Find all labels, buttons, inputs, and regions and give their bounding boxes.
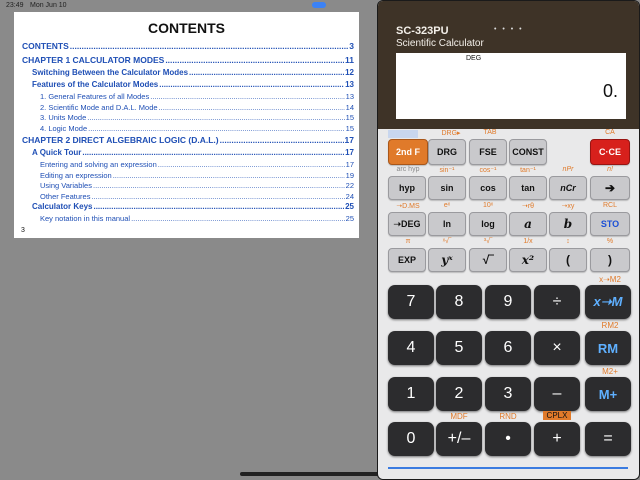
toc-entry[interactable]: CHAPTER 1 CALCULATOR MODES ..... 11 (22, 55, 354, 68)
asin-label: sin⁻¹ (439, 167, 455, 174)
status-time: 23:49 (6, 2, 24, 9)
xm2-label: x➝M2 (599, 275, 621, 284)
decimal-point-button[interactable]: • (485, 422, 531, 456)
second-function-button[interactable]: 2nd F (388, 139, 428, 165)
tenx-label: 10ˣ (482, 202, 494, 209)
npr-label: nPr (562, 166, 574, 173)
hyp-button[interactable]: hyp (388, 176, 426, 200)
minus-button[interactable]: – (534, 377, 580, 411)
sto-button[interactable]: STO (590, 212, 630, 236)
multiply-button[interactable]: × (534, 331, 580, 365)
calculator-header (378, 1, 639, 129)
page-number: 3 (21, 227, 25, 234)
fse-button[interactable]: FSE (469, 139, 507, 165)
percent-label: % (606, 238, 614, 245)
tab-shift-label: TAB (483, 129, 497, 136)
toc-entry[interactable]: Other Features ..... 24 (22, 192, 354, 203)
digit-1-button[interactable]: 1 (388, 377, 434, 411)
toc-entry[interactable]: Switching Between the Calculator Modes ..... 12 (22, 68, 354, 80)
toc-entry[interactable]: 1. General Features of all Modes ..... 13 (22, 92, 354, 103)
home-indicator[interactable] (240, 472, 400, 476)
status-date: Mon Jun 10 (30, 2, 67, 9)
to-deg-button[interactable]: ➝DEG (388, 212, 426, 236)
to-dms-label: ➝D.MS (396, 203, 420, 210)
table-of-contents (22, 40, 354, 225)
left-paren-button[interactable]: ( (549, 248, 587, 272)
ncr-button[interactable]: nCr (549, 176, 587, 200)
digit-6-button[interactable]: 6 (485, 331, 531, 365)
digit-4-button[interactable]: 4 (388, 331, 434, 365)
digit-8-button[interactable]: 8 (436, 285, 482, 319)
memory-plus-button[interactable]: M+ (585, 377, 631, 411)
digit-9-button[interactable]: 9 (485, 285, 531, 319)
clear-button[interactable]: C·CE (590, 139, 630, 165)
calculator-panel (377, 0, 640, 480)
xroot-label: ˣ√‾ (442, 238, 452, 245)
page-title: CONTENTS (148, 20, 225, 36)
updown-label: ↕ (566, 238, 570, 245)
sqrt-button[interactable]: √‾ (469, 248, 507, 272)
drg-shift-label: DRG▸ (441, 130, 461, 137)
toc-entry[interactable]: 2. Scientific Mode and D.A.L. Mode ..... 14 (22, 103, 354, 114)
const-button[interactable]: CONST (509, 139, 547, 165)
toc-entry[interactable]: 3. Units Mode ..... 15 (22, 113, 354, 124)
exp-button[interactable]: EXP (388, 248, 426, 272)
to-rect-label: ➝xy (561, 203, 575, 210)
arrow-right-icon[interactable]: ➔ (590, 176, 630, 200)
display-value: 0. (602, 81, 618, 101)
variable-b-button[interactable]: b (549, 212, 587, 236)
calculator-subtitle: Scientific Calculator (396, 38, 484, 49)
tan-button[interactable]: tan (509, 176, 547, 200)
pi-label: π (405, 238, 411, 245)
toc-entry[interactable]: Entering and solving an expression ..... 17 (22, 160, 354, 171)
digit-2-button[interactable]: 2 (436, 377, 482, 411)
reciprocal-label: 1/x (523, 238, 533, 245)
power-button[interactable]: yˣ (428, 248, 466, 272)
ln-button[interactable]: ln (428, 212, 466, 236)
factorial-label: n! (607, 166, 613, 173)
drg-button[interactable]: DRG (428, 139, 466, 165)
toc-entry[interactable]: Using Variables ..... 22 (22, 181, 354, 192)
multitasking-indicator[interactable] (312, 2, 326, 8)
square-button[interactable]: x² (509, 248, 547, 272)
toc-entry[interactable]: Calculator Keys ..... 25 (22, 202, 354, 214)
rcl-label: RCL (602, 202, 617, 209)
toc-entry[interactable]: CHAPTER 2 DIRECT ALGEBRAIC LOGIC (D.A.L.) ..... 17 (22, 135, 354, 148)
toc-entry[interactable]: A Quick Tour ..... 17 (22, 148, 354, 160)
m2plus-label: M2+ (602, 367, 618, 376)
rnd-label: RND (499, 412, 517, 421)
atan-label: tan⁻¹ (520, 167, 536, 174)
arc-hyp-label: arc hyp (396, 166, 420, 173)
model-name: SC-323PU (396, 25, 449, 37)
recall-memory-button[interactable]: RM (585, 331, 631, 365)
right-paren-button[interactable]: ) (590, 248, 630, 272)
toc-entry[interactable]: Key notation in this manual ..... 25 (22, 214, 354, 225)
sin-button[interactable]: sin (428, 176, 466, 200)
rm2-label: RM2 (601, 321, 619, 330)
cos-button[interactable]: cos (469, 176, 507, 200)
cuberoot-label: ³√‾ (483, 238, 493, 245)
divide-button[interactable]: ÷ (534, 285, 580, 319)
acos-label: cos⁻¹ (479, 167, 497, 174)
manual-page[interactable] (14, 12, 359, 238)
digit-0-button[interactable]: 0 (388, 422, 434, 456)
bottom-accent-bar (388, 467, 628, 469)
digit-5-button[interactable]: 5 (436, 331, 482, 365)
selection-indicator (388, 130, 418, 138)
toc-entry[interactable]: CONTENTS ..... 3 (22, 41, 354, 54)
calculator-display (396, 53, 626, 119)
toc-entry[interactable]: Editing an expression ..... 19 (22, 171, 354, 182)
equals-button[interactable]: = (585, 422, 631, 456)
digit-7-button[interactable]: 7 (388, 285, 434, 319)
sign-toggle-button[interactable]: +/– (436, 422, 482, 456)
toc-entry[interactable]: Features of the Calculator Modes ..... 13 (22, 80, 354, 92)
ca-shift-label: CA (605, 129, 615, 136)
log-button[interactable]: log (469, 212, 507, 236)
angle-mode-indicator: DEG (466, 55, 482, 62)
ex-label: eˣ (443, 202, 451, 209)
digit-3-button[interactable]: 3 (485, 377, 531, 411)
to-polar-label: ➝rθ (521, 203, 535, 210)
variable-a-button[interactable]: a (509, 212, 547, 236)
mdf-label: MDF (450, 412, 468, 421)
plus-button[interactable]: + (534, 422, 580, 456)
cplx-label: CPLX (543, 411, 571, 420)
toc-entry[interactable]: 4. Logic Mode ..... 15 (22, 124, 354, 135)
store-memory-button[interactable]: x➝M (585, 285, 631, 319)
page-dots: • • • • (494, 26, 524, 33)
